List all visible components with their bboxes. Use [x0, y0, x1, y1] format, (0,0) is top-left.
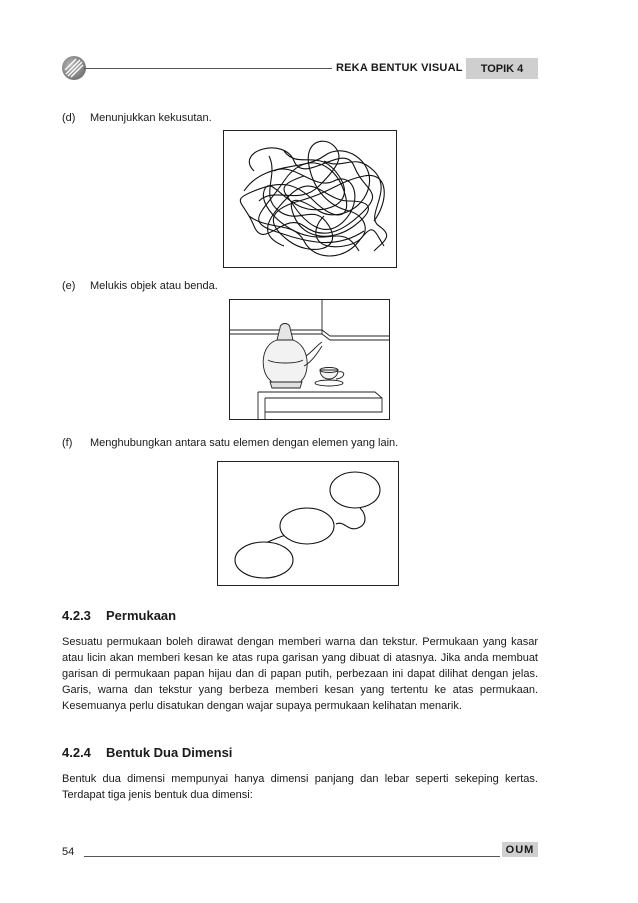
section-paragraph: Bentuk dua dimensi mempunyai hanya dimensi panjang dan lebar seperti sekeping kertas. Terdapat tiga jenis bentuk dua dimensi: [62, 773, 538, 801]
section-title: Bentuk Dua Dimensi [106, 745, 233, 760]
footer-brand: OUM [502, 842, 538, 857]
section-heading-bentuk-dua-dimensi [62, 745, 232, 760]
tangle-illustration [223, 130, 397, 268]
list-item-e [62, 280, 218, 292]
list-item-f [62, 437, 398, 449]
university-logo-icon [62, 56, 86, 80]
list-item-marker: (e) [62, 280, 76, 292]
connected-elements-illustration [217, 461, 399, 586]
running-header-title: REKA BENTUK VISUAL [336, 62, 463, 74]
section-title: Permukaan [106, 608, 177, 623]
list-item-text: Melukis objek atau benda. [90, 280, 218, 292]
still-life-illustration [229, 299, 390, 420]
section-number: 4.2.3 [62, 608, 91, 623]
list-item-text: Menunjukkan kekusutan. [90, 112, 212, 124]
list-item-text: Menghubungkan antara satu elemen dengan elemen yang lain. [90, 437, 399, 449]
list-item-marker: (f) [62, 437, 73, 449]
footer-rule [84, 856, 500, 857]
list-item-d [62, 112, 212, 124]
list-item-marker: (d) [62, 112, 76, 124]
topic-badge: TOPIK 4 [466, 58, 538, 79]
section-heading-permukaan [62, 608, 176, 623]
section-number: 4.2.4 [62, 745, 91, 760]
header-rule [84, 68, 332, 69]
page-number: 54 [62, 846, 75, 858]
section-paragraph: Sesuatu permukaan boleh dirawat dengan memberi warna dan tekstur. Permukaan yang kasar atau licin akan memberi kesan ke atas rupa garisan yang dibuat di atasnya. Jika anda membuat garisan di permukaan papan hijau dan di papan putih, perbezaan ini dapat dilihat dengan jelas. Garis, warna dan tekstur yang berbeza memberi kesan yang tertentu ke atas permukaan. Kesemuanya perlu disatukan dengan wajar supaya permukaan kelihatan menarik. [62, 636, 538, 712]
